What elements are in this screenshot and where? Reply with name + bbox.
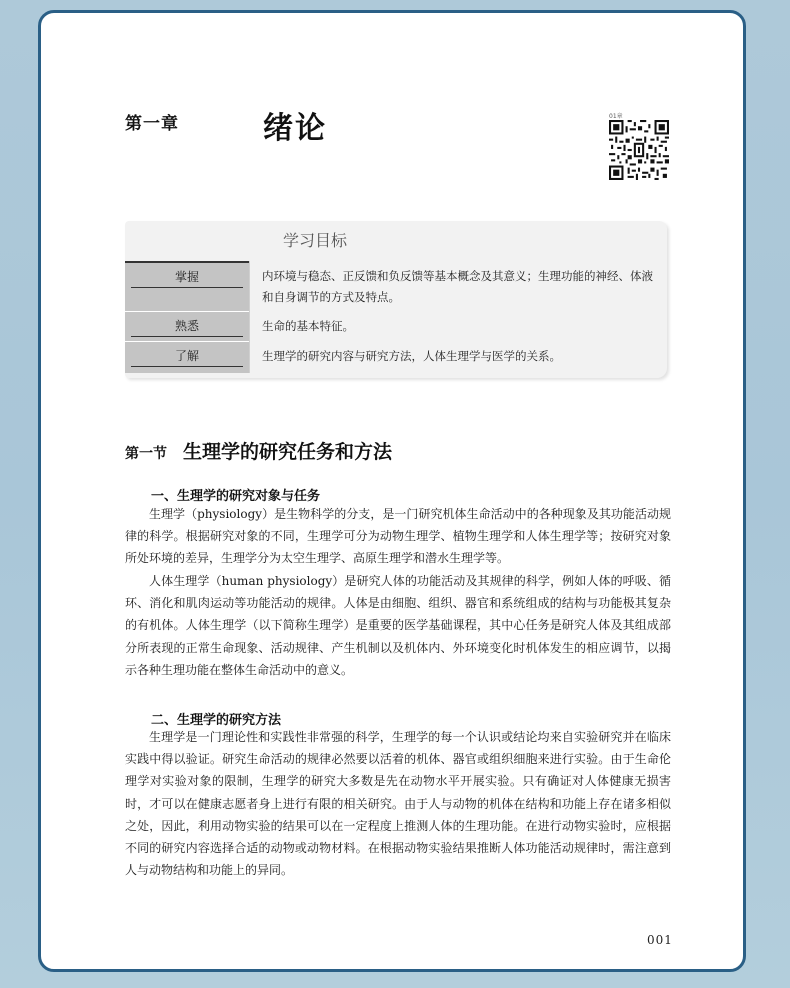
book-page xyxy=(38,10,746,972)
objectives-header: 学习目标 xyxy=(283,231,348,250)
objective-level xyxy=(125,261,249,311)
chapter-title: 绪论 xyxy=(263,111,327,146)
objective-level xyxy=(125,341,249,373)
section-title: 生理学的研究任务和方法 xyxy=(183,441,393,463)
objective-level-label: 了解 xyxy=(131,347,243,367)
subsection-heading: 二、生理学的研究方法 xyxy=(151,713,282,728)
paragraph: 生理学是一门理论性和实践性非常强的科学，生理学的每一个认识或结论均来自实验研究并在临床实践中得以验证。研究生命活动的规律必然要以活着的机体、器官或组织细胞来进行实验。由于生命伦理学对实验对象的限制，生理学的研究大多数是先在动物水平开展实验。只有确证对人体健康无损害时，才可以在健康志愿者身上进行有限的相关研究。由于人与动物的机体在结构和功能上存在诸多相似之处，因此，利用动物实验的结果可以在一定程度上推测人体的生理功能。在进行动物实验时，应根据不同的研究内容选择合适的动物或动物材料。在根据动物实验结果推断人体功能活动规律时，需注意到人与动物结构和功能上的异同。 xyxy=(125,730,671,878)
section-heading xyxy=(125,437,392,464)
objective-text: 生命的基本特征。 xyxy=(249,311,667,341)
objective-level xyxy=(125,311,249,341)
qr-code[interactable] xyxy=(609,111,669,185)
subsection-heading: 一、生理学的研究对象与任务 xyxy=(151,489,321,504)
objective-row xyxy=(125,341,667,373)
page-number: 001 xyxy=(647,933,673,947)
paragraph: 人体生理学（human physiology）是研究人体的功能活动及其规律的科学，例如人体的呼吸、循环、消化和肌肉运动等功能活动的规律。人体是由细胞、组织、器官和系统组成的结构与功能极其复杂的有机体。人体生理学（以下简称生理学）是重要的医学基础课程，其中心任务是研究人体及其组成部分所表现的正常生命现象、活动规律、产生机制以及机体内、外环境变化时机体发生的相应调节，以揭示各种生理功能在整体生命活动中的意义。 xyxy=(125,574,671,677)
objective-level-label: 熟悉 xyxy=(131,317,243,337)
paragraph: 生理学（physiology）是生物科学的分支，是一门研究机体生命活动中的各种现象及其功能活动规律的科学。根据研究对象的不同，生理学可分为动物生理学、植物生理学和人体生理学等；按研究对象所处环境的差异，生理学分为太空生理学、高原生理学和潜水生理学等。 xyxy=(125,507,671,566)
qr-code-icon xyxy=(609,119,669,181)
objective-level-label: 掌握 xyxy=(131,268,243,288)
objective-text: 生理学的研究内容与研究方法，人体生理学与医学的关系。 xyxy=(249,341,667,373)
section-number: 第一节 xyxy=(125,446,167,462)
objective-text: 内环境与稳态、正反馈和负反馈等基本概念及其意义；生理功能的神经、体液和自身调节的方式及特点。 xyxy=(249,261,667,311)
qr-caption: 01章 xyxy=(609,113,623,120)
learning-objectives-box xyxy=(125,221,667,378)
objective-row xyxy=(125,261,667,311)
chapter-label: 第一章 xyxy=(125,114,179,134)
objective-row xyxy=(125,311,667,341)
